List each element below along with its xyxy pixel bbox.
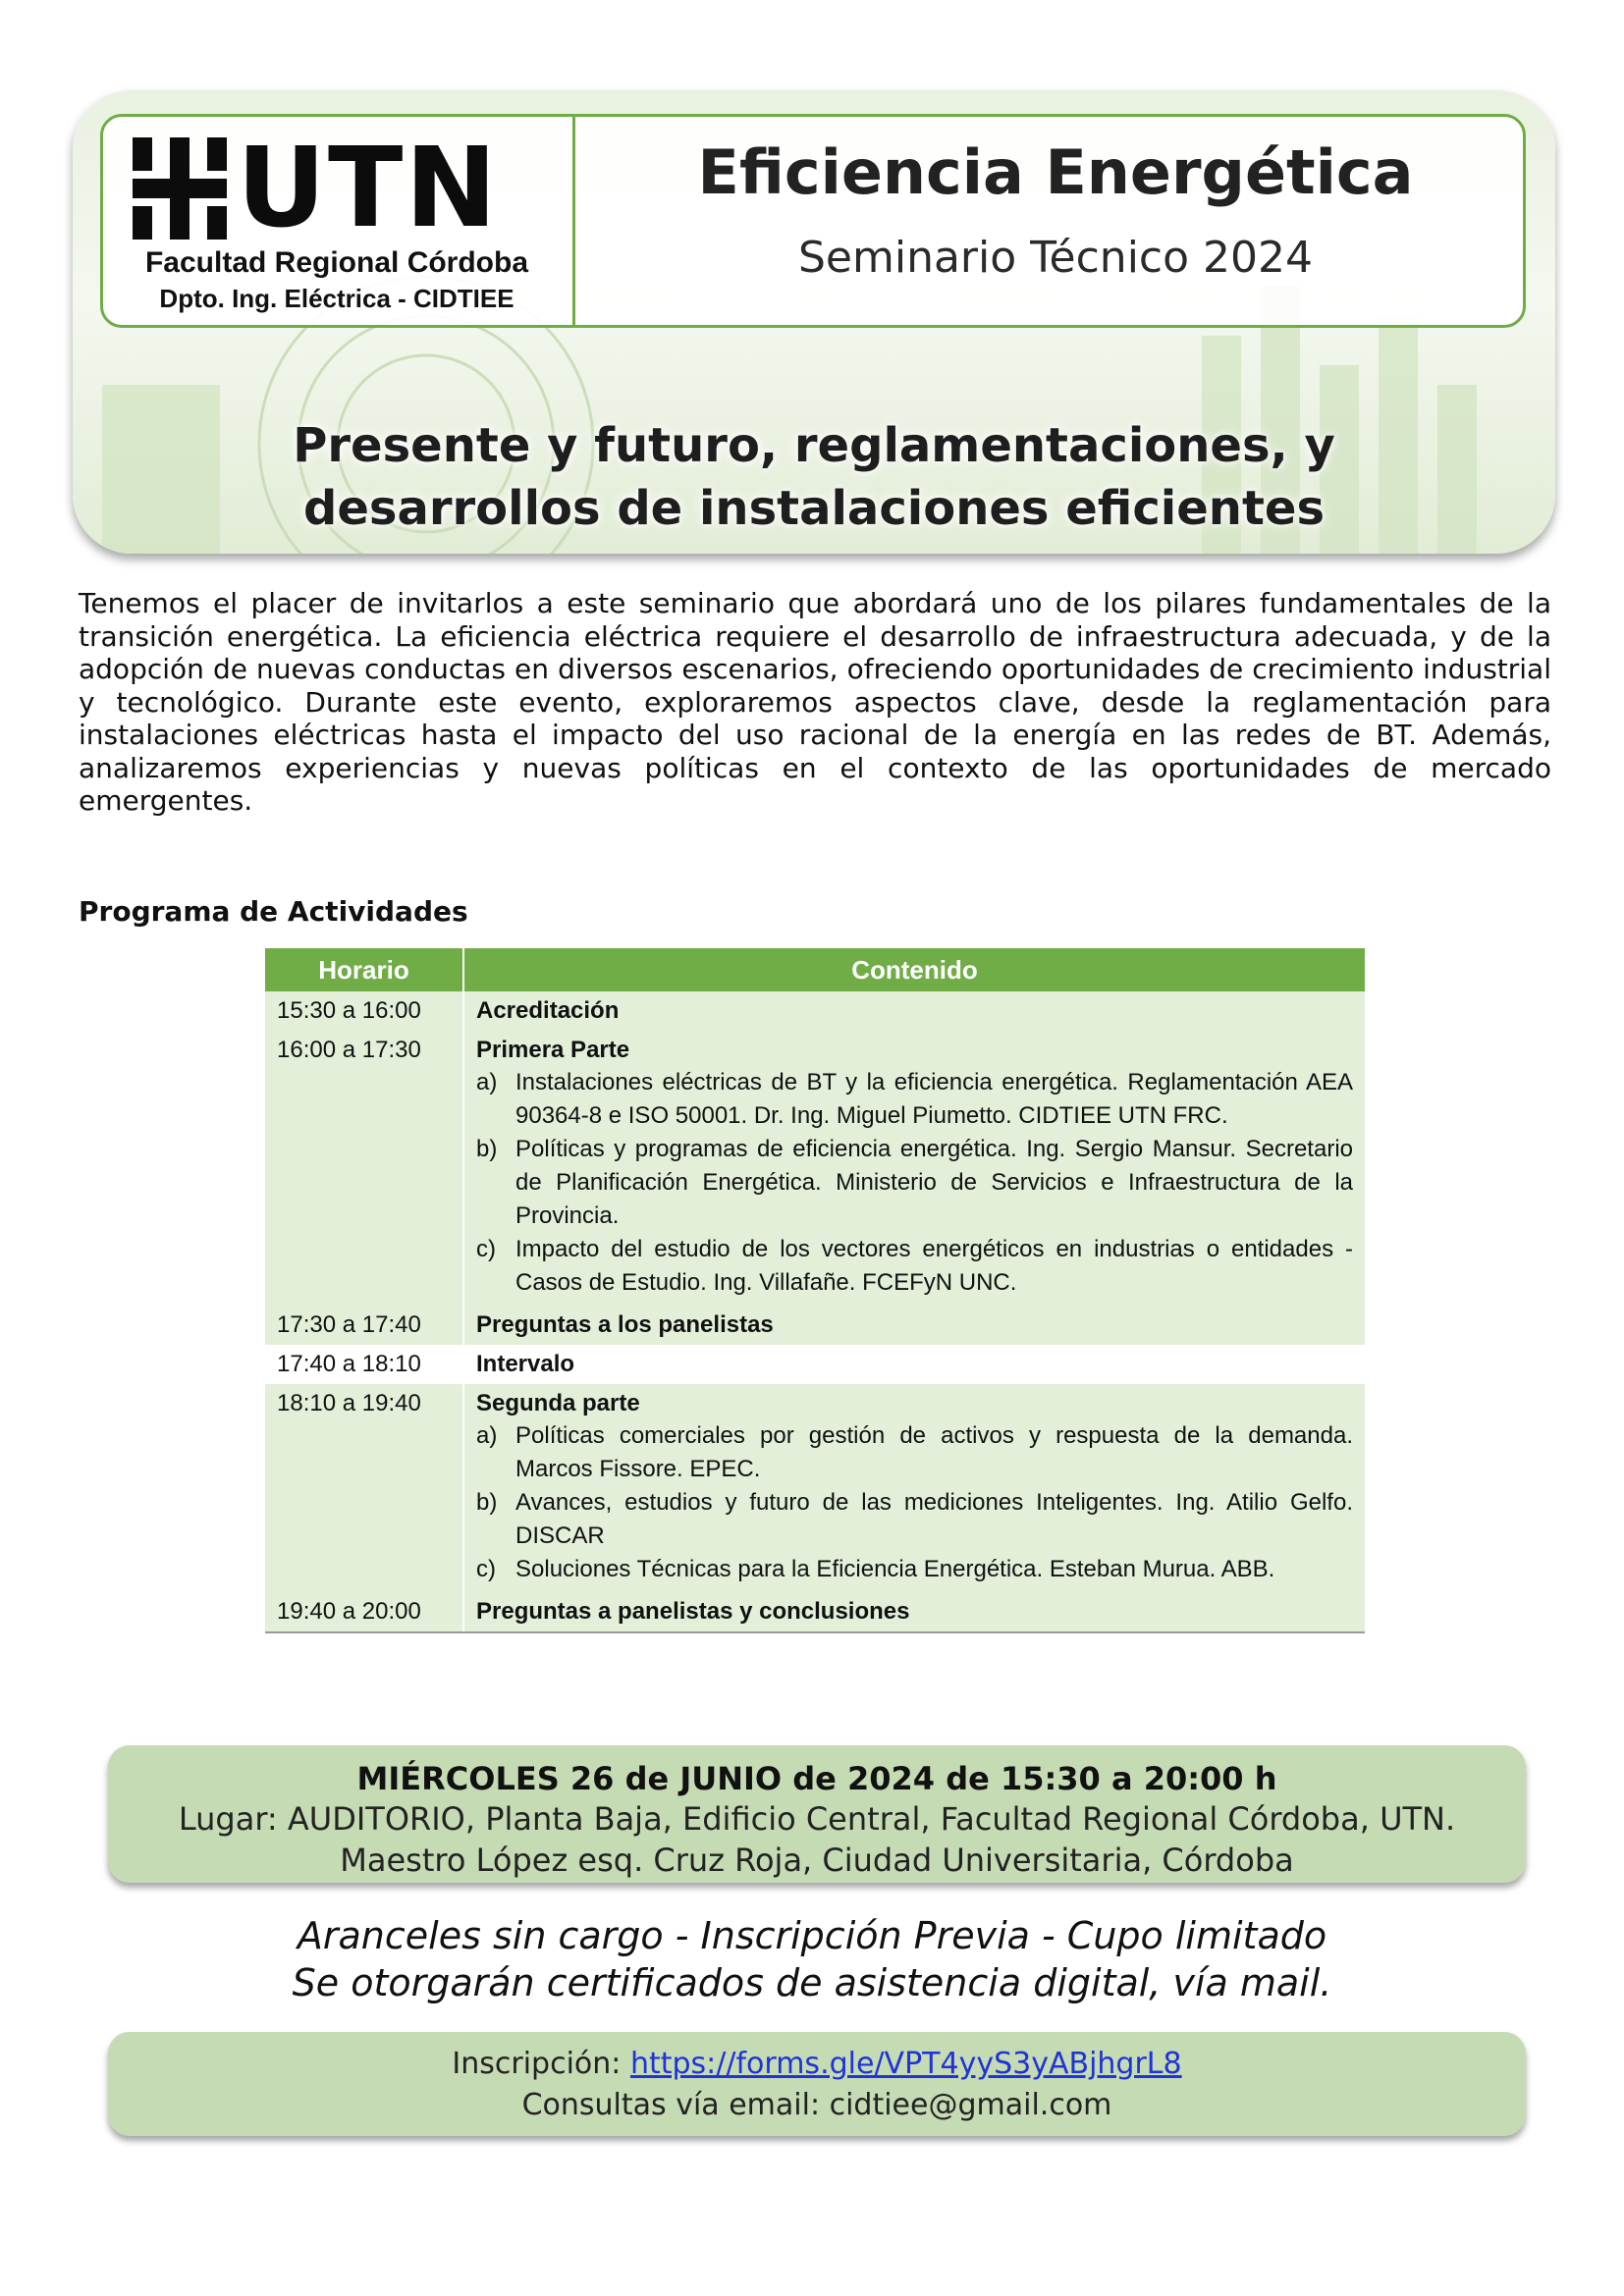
header-divider	[572, 117, 575, 325]
schedule-table	[265, 948, 1365, 1633]
item-marker: b)	[476, 1136, 498, 1162]
logo-text: UTN	[237, 125, 500, 252]
row-title: Primera Parte	[476, 1037, 630, 1063]
note-line-2: Se otorgarán certificados de asistencia digital, vía mail.	[292, 1961, 1332, 2004]
utn-emblem-icon	[133, 137, 227, 240]
list-item	[476, 1486, 1353, 1553]
session-list	[476, 1066, 1353, 1300]
header-banner	[73, 90, 1555, 554]
registration-line	[108, 2044, 1526, 2085]
item-marker: c)	[476, 1556, 496, 1582]
row-title: Preguntas a panelistas y conclusiones	[476, 1598, 910, 1625]
row-time: 18:10 a 19:40	[265, 1384, 463, 1592]
item-marker: a)	[476, 1422, 498, 1449]
list-item	[476, 1133, 1353, 1233]
event-address: Maestro López esq. Cruz Roja, Ciudad Universitaria, Córdoba	[340, 1842, 1294, 1879]
tagline-line-1: Presente y futuro, reglamentaciones, y	[293, 418, 1335, 473]
logo-department: Dpto. Ing. Eléctrica - CIDTIEE	[159, 284, 514, 313]
header-box	[100, 114, 1526, 328]
row-title: Preguntas a los panelistas	[476, 1311, 774, 1338]
table-row	[265, 1592, 1365, 1632]
list-item	[476, 1419, 1353, 1486]
table-row	[265, 1345, 1365, 1384]
event-place: Lugar: AUDITORIO, Planta Baja, Edificio Central, Facultad Regional Córdoba, UTN.	[178, 1800, 1456, 1838]
item-text: Políticas comerciales por gestión de activos y respuesta de la demanda. Marcos Fissore. EPEC.	[515, 1422, 1353, 1482]
table-row	[265, 1306, 1365, 1345]
column-header-time: Horario	[265, 948, 463, 991]
list-item	[476, 1066, 1353, 1133]
event-info-box	[108, 1745, 1526, 1883]
session-list	[476, 1419, 1353, 1586]
row-time: 19:40 a 20:00	[265, 1592, 463, 1632]
table-row	[265, 1384, 1365, 1592]
row-time: 16:00 a 17:30	[265, 1031, 463, 1306]
page-subtitle: Seminario Técnico 2024	[797, 233, 1313, 283]
item-text: Impacto del estudio de los vectores energéticos en industrias o entidades - Casos de Estudio. Ing. Villafañe. FCEFyN UNC.	[515, 1236, 1353, 1296]
item-text: Políticas y programas de eficiencia energética. Ing. Sergio Mansur. Secretario de Planificación Energética. Ministerio de Servicios e Infraestructura de la Provincia.	[515, 1136, 1353, 1229]
item-marker: c)	[476, 1236, 496, 1262]
table-header-row	[265, 948, 1365, 991]
row-time: 17:30 a 17:40	[265, 1306, 463, 1345]
registration-link[interactable]: https://forms.gle/VPT4yyS3yABjhgrL8	[629, 2047, 1182, 2081]
note-line-1: Aranceles sin cargo - Inscripción Previa - Cupo limitado	[297, 1914, 1327, 1957]
tagline-line-2: desarrollos de instalaciones eficientes	[302, 481, 1326, 536]
intro-paragraph: Tenemos el placer de invitarlos a este seminario que abordará uno de los pilares fundamentales de la transición energética. La eficiencia eléctrica requiere el desarrollo de infraestructura adecuada, y de la adopción de nuevas conductas en diversos escenarios, ofreciendo oportunidades de crecimiento industrial y tecnológico. Durante este evento, exploraremos aspectos clave, desde la reglamentación para instalaciones eléctricas hasta el impacto del uso racional de la energía en las redes de BT. Además, analizaremos experiencias y nuevas políticas en el contexto de las oportunidades de mercado emergentes.	[79, 587, 1551, 817]
row-title: Segunda parte	[476, 1390, 640, 1416]
row-title: Acreditación	[476, 997, 620, 1024]
seminar-tagline	[73, 414, 1555, 540]
list-item	[476, 1233, 1353, 1300]
column-header-content: Contenido	[463, 948, 1365, 991]
utn-logo	[115, 127, 559, 319]
list-item	[476, 1553, 1353, 1586]
table-row	[265, 991, 1365, 1031]
row-time: 15:30 a 16:00	[265, 991, 463, 1031]
item-text: Avances, estudios y futuro de las mediciones Inteligentes. Ing. Atilio Gelfo. DISCAR	[515, 1489, 1353, 1549]
row-title: Intervalo	[476, 1351, 575, 1377]
row-time: 17:40 a 18:10	[265, 1345, 463, 1384]
page-title: Eficiencia Energética	[697, 136, 1414, 208]
program-heading: Programa de Actividades	[79, 895, 468, 928]
notes-block	[0, 1912, 1624, 2006]
logo-faculty: Facultad Regional Córdoba	[144, 246, 529, 279]
contact-box	[108, 2032, 1526, 2136]
event-date: MIÉRCOLES 26 de JUNIO de 2024 de 15:30 a 20:00 h	[356, 1760, 1277, 1797]
registration-label: Inscripción:	[452, 2047, 630, 2081]
item-text: Instalaciones eléctricas de BT y la eficiencia energética. Reglamentación AEA 90364-8 e ISO 50001. Dr. Ing. Miguel Piumetto. CIDTIEE UTN FRC.	[515, 1069, 1353, 1129]
email-line: Consultas vía email: cidtiee@gmail.com	[521, 2088, 1112, 2122]
item-marker: a)	[476, 1069, 498, 1095]
table-row	[265, 1031, 1365, 1306]
item-text: Soluciones Técnicas para la Eficiencia Energética. Esteban Murua. ABB.	[515, 1556, 1275, 1582]
item-marker: b)	[476, 1489, 498, 1516]
